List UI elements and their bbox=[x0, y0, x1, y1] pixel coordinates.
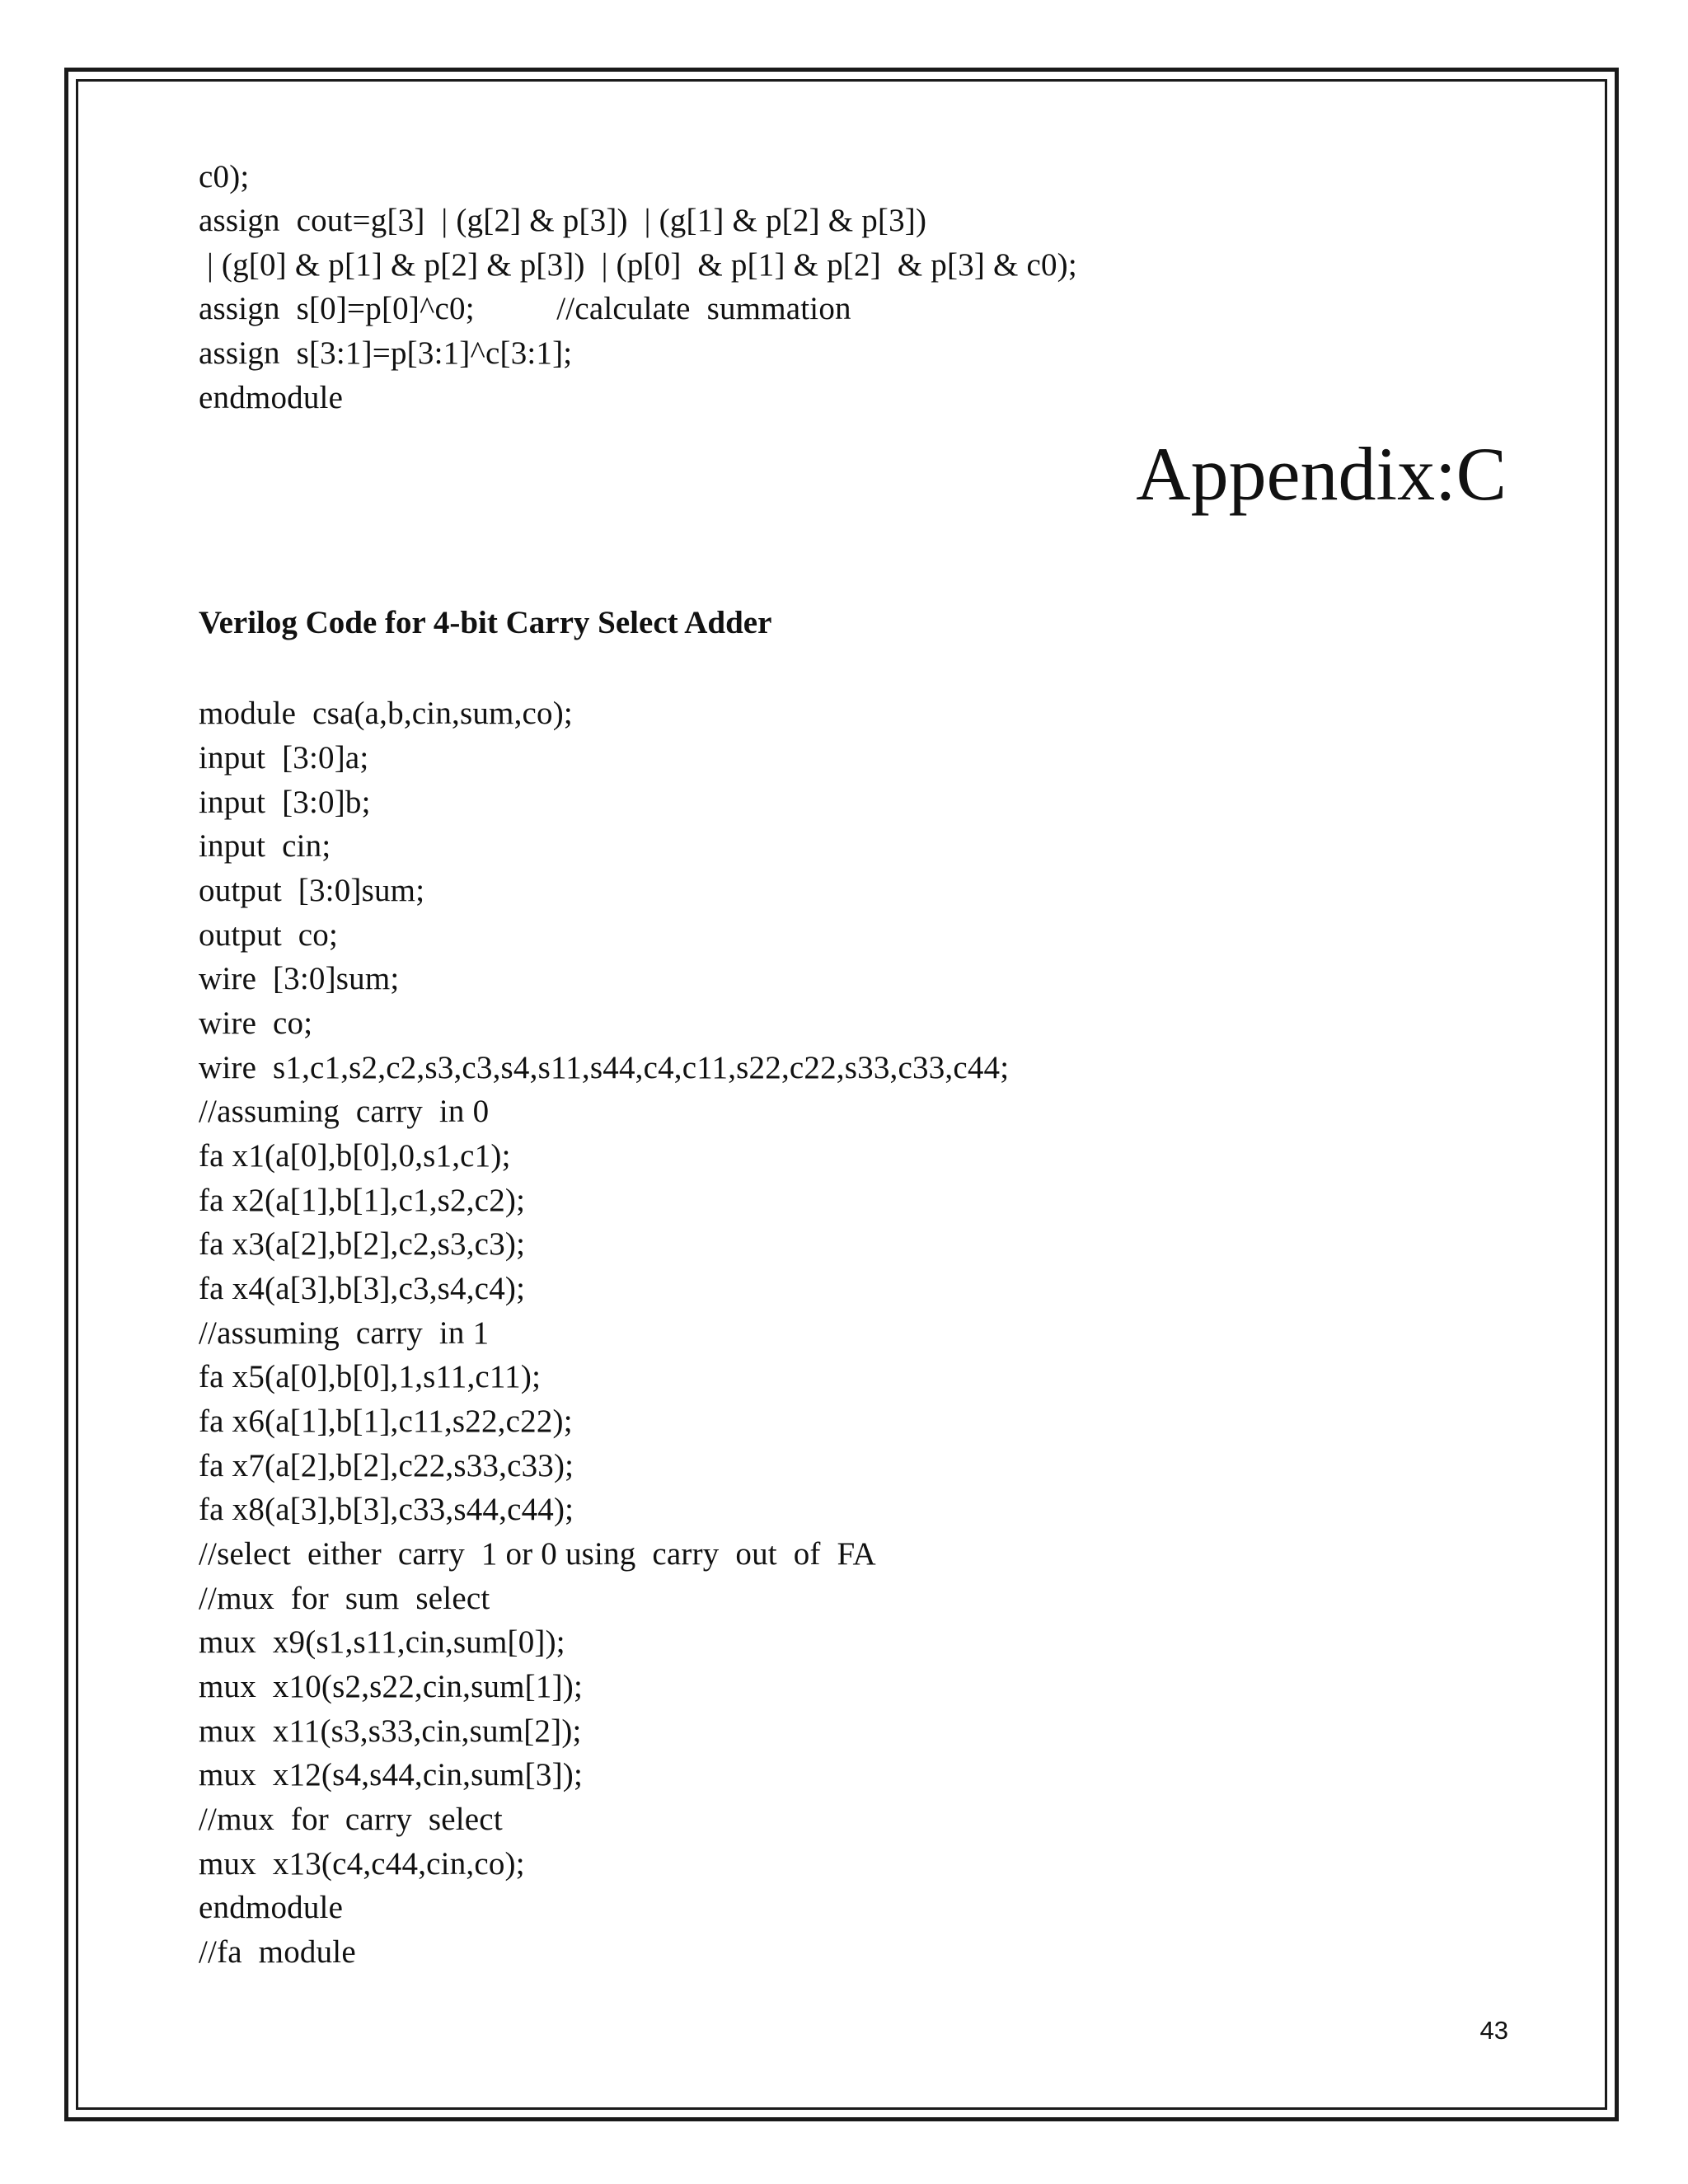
code-line: wire [3:0]sum; bbox=[199, 961, 400, 996]
code-line: output co; bbox=[199, 917, 339, 953]
code-line: output [3:0]sum; bbox=[199, 873, 425, 908]
code-comment: //select either carry 1 or 0 using carry out of FA bbox=[199, 1536, 876, 1572]
code-line: fa x4(a[3],b[3],c3,s4,c4); bbox=[199, 1271, 526, 1306]
appendix-title: Appendix:C bbox=[1136, 432, 1507, 516]
code-comment: //fa module bbox=[199, 1934, 356, 1970]
code-line: assign cout=g[3] | (g[2] & p[3]) | (g[1] & p[2] & p[3]) bbox=[199, 203, 927, 238]
page-number: 43 bbox=[1479, 2016, 1508, 2045]
code-line: input cin; bbox=[199, 828, 331, 864]
code-line: fa x2(a[1],b[1],c1,s2,c2); bbox=[199, 1183, 526, 1218]
code-comment: //assuming carry in 1 bbox=[199, 1315, 490, 1351]
code-line: fa x1(a[0],b[0],0,s1,c1); bbox=[199, 1138, 511, 1174]
code-line: mux x12(s4,s44,cin,sum[3]); bbox=[199, 1757, 583, 1793]
code-line: c0); bbox=[199, 159, 250, 194]
code-comment: //mux for sum select bbox=[199, 1581, 490, 1616]
code-line: endmodule bbox=[199, 1890, 344, 1925]
code-line: endmodule bbox=[199, 380, 344, 415]
code-line: mux x10(s2,s22,cin,sum[1]); bbox=[199, 1669, 583, 1704]
code-comment: //mux for carry select bbox=[199, 1802, 503, 1837]
code-line: fa x8(a[3],b[3],c33,s44,c44); bbox=[199, 1492, 574, 1527]
code-line: fa x5(a[0],b[0],1,s11,c11); bbox=[199, 1359, 542, 1394]
code-line: wire co; bbox=[199, 1005, 313, 1041]
code-line: mux x11(s3,s33,cin,sum[2]); bbox=[199, 1713, 582, 1749]
code-line: input [3:0]a; bbox=[199, 740, 369, 776]
code-comment: //assuming carry in 0 bbox=[199, 1094, 490, 1129]
section-heading: Verilog Code for 4-bit Carry Select Adder bbox=[199, 605, 772, 640]
code-line: mux x13(c4,c44,cin,co); bbox=[199, 1846, 525, 1882]
code-line: | (g[0] & p[1] & p[2] & p[3]) | (p[0] & p[1] & p[2] & p[3] & c0); bbox=[199, 247, 1077, 283]
code-line: assign s[3:1]=p[3:1]^c[3:1]; bbox=[199, 335, 573, 371]
code-line: wire s1,c1,s2,c2,s3,c3,s4,s11,s44,c4,c11,s22,c22,s33,c33,c44; bbox=[199, 1050, 1010, 1085]
code-line: assign s[0]=p[0]^c0; //calculate summation bbox=[199, 291, 851, 326]
code-line: fa x3(a[2],b[2],c2,s3,c3); bbox=[199, 1226, 526, 1262]
code-line: mux x9(s1,s11,cin,sum[0]); bbox=[199, 1624, 565, 1660]
code-line: fa x6(a[1],b[1],c11,s22,c22); bbox=[199, 1404, 573, 1439]
code-line: fa x7(a[2],b[2],c22,s33,c33); bbox=[199, 1448, 574, 1483]
code-line: input [3:0]b; bbox=[199, 785, 371, 820]
code-line: module csa(a,b,cin,sum,co); bbox=[199, 696, 573, 731]
